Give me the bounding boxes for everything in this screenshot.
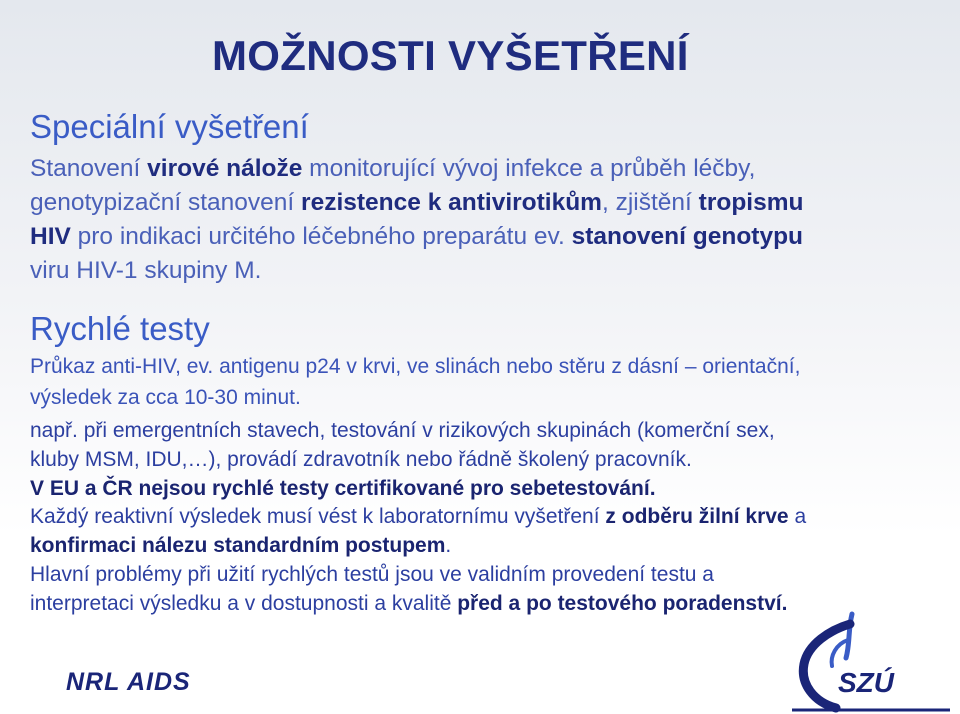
- szu-logo-text: SZÚ: [838, 667, 894, 698]
- bold-span: virové nálože: [147, 155, 303, 182]
- text-line: výsledek za cca 10-30 minut.: [30, 386, 301, 409]
- bold-span: konfirmaci nálezu standardním postupem: [30, 534, 446, 557]
- bold-span: V EU a ČR nejsou rychlé testy certifikované pro sebetestování.: [30, 477, 656, 500]
- text-line: [30, 531, 806, 560]
- text-span: Stanovení: [30, 155, 148, 182]
- text-span: Každý reaktivní výsledek musí vést k laboratornímu vyšetření: [30, 505, 606, 528]
- slide-title: MOŽNOSTI VYŠETŘENÍ: [212, 32, 689, 79]
- rapid-tests-intro: [30, 351, 800, 413]
- text-span: pro indikaci určitého léčebného preparátu ev.: [70, 223, 572, 250]
- text-span: genotypizační stanovení: [30, 189, 302, 216]
- text-line: viru HIV-1 skupiny M.: [30, 257, 262, 284]
- text-span: , zjištění: [601, 189, 699, 216]
- text-span: interpretaci výsledku a v dostupnosti a kvalitě: [30, 592, 458, 615]
- heading-rapid-tests: Rychlé testy: [30, 310, 210, 347]
- text-line: Průkaz anti-HIV, ev. antigenu p24 v krvi, ve slinách nebo stěru z dásní – orientační,: [30, 355, 801, 378]
- bold-span: před a po testového poradenství.: [457, 592, 788, 615]
- bold-span: stanovení genotypu: [571, 223, 804, 250]
- special-examination-text: [30, 152, 803, 288]
- bold-span: z odběru žilní krve: [605, 505, 789, 528]
- text-line: např. při emergentních stavech, testování v rizikových skupinách (komerční sex,: [30, 419, 775, 442]
- text-span: a: [788, 505, 807, 528]
- text-line: [30, 152, 803, 186]
- text-span: .: [445, 534, 452, 557]
- bold-span: HIV: [30, 223, 71, 250]
- text-line: [30, 220, 803, 254]
- bold-span: tropismu: [698, 189, 804, 216]
- text-line: kluby MSM, IDU,…), provádí zdravotník nebo řádně školený pracovník.: [30, 448, 692, 471]
- bold-span: rezistence k antivirotikům: [301, 189, 602, 216]
- text-line-bold: [30, 474, 775, 503]
- rapid-tests-usage: [30, 416, 775, 503]
- text-line: [30, 589, 806, 618]
- text-line: Hlavní problémy při užití rychlých testů jsou ve validním provedení testu a: [30, 563, 714, 586]
- text-line: [30, 502, 806, 531]
- text-line: [30, 186, 803, 220]
- text-span: monitorující vývoj infekce a průběh léčby,: [302, 155, 756, 182]
- nrl-aids-logo: NRL AIDS: [66, 668, 191, 696]
- rapid-tests-confirmation: [30, 502, 806, 618]
- heading-special-examination: Speciální vyšetření: [30, 108, 309, 145]
